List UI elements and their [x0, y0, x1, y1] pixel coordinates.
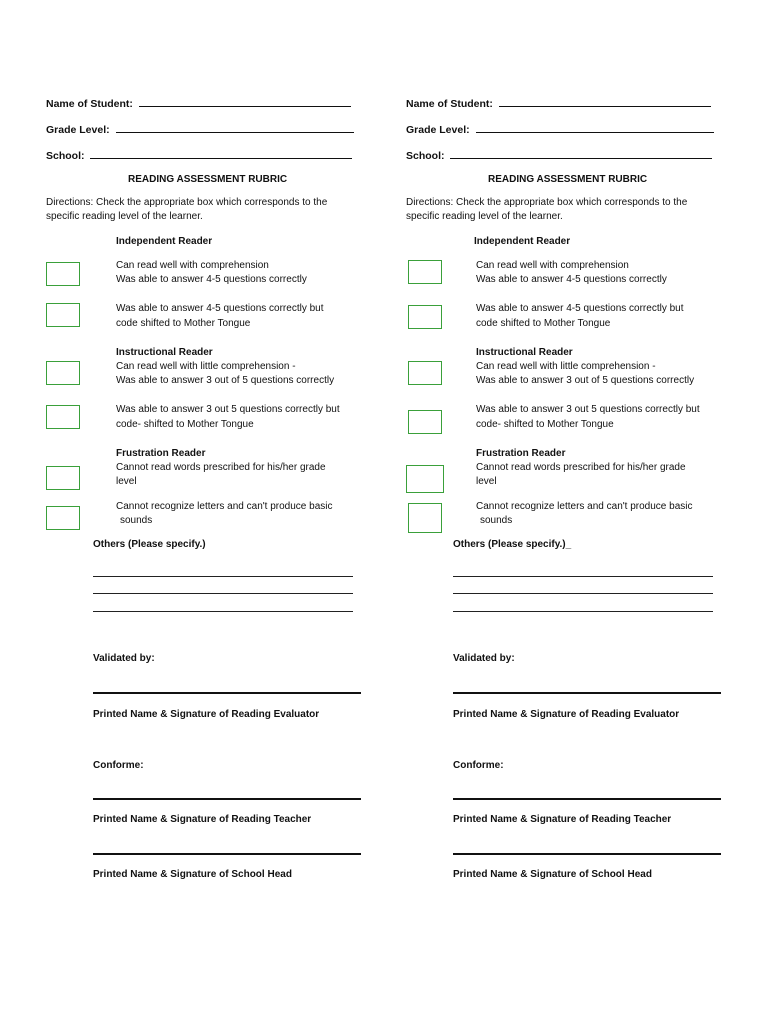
ins-item1-line1: Can read well with little comprehension -: [476, 361, 656, 372]
ind-item1-line2: Was able to answer 4-5 questions correctly: [116, 274, 307, 285]
ins-item2-line2: code- shifted to Mother Tongue: [116, 419, 254, 430]
ins-item1-line2: Was able to answer 3 out of 5 questions correctly: [116, 375, 335, 386]
fru-item2-line1: Cannot recognize letters and can't produce basic: [116, 501, 333, 512]
fru-item2-line2: sounds: [120, 515, 153, 526]
name-of-student-field[interactable]: [499, 96, 711, 107]
independent-reader-heading: Independent Reader: [116, 236, 213, 247]
ins-item2-line2: code- shifted to Mother Tongue: [476, 419, 614, 430]
instructional-reader-heading: Instructional Reader: [476, 347, 573, 358]
instructional-code-shifted-checkbox[interactable]: [408, 410, 442, 434]
ins-item2-line1: Was able to answer 3 out 5 questions correctly but: [116, 404, 340, 415]
teacher-caption: Printed Name & Signature of Reading Teacher: [93, 814, 312, 825]
name-of-student-row: [46, 96, 351, 111]
instructional-code-shifted-checkbox[interactable]: [46, 405, 80, 429]
grade-level-row: [406, 122, 714, 137]
school-head-caption: Printed Name & Signature of School Head: [93, 869, 292, 880]
ind-item2-line1: Was able to answer 4-5 questions correctly but: [116, 303, 324, 314]
school-label: School:: [46, 150, 85, 162]
school-head-signature-line[interactable]: [453, 853, 721, 855]
frustration-reader-heading: Frustration Reader: [476, 448, 566, 459]
directions-line-2: specific reading level of the learner.: [46, 211, 203, 222]
fru-item1-line1: Cannot read words prescribed for his/her grade: [116, 462, 326, 473]
school-label: School:: [406, 150, 445, 162]
ins-item2-line1: Was able to answer 3 out 5 questions correctly but: [476, 404, 700, 415]
name-of-student-field[interactable]: [139, 96, 351, 107]
rubric-form-left: [46, 0, 386, 1024]
school-head-caption: Printed Name & Signature of School Head: [453, 869, 652, 880]
school-row: [406, 148, 712, 163]
name-of-student-label: Name of Student:: [46, 98, 133, 110]
independent-code-shifted-checkbox[interactable]: [408, 305, 442, 329]
others-line-3[interactable]: [453, 611, 713, 612]
instructional-reader-heading: Instructional Reader: [116, 347, 213, 358]
validated-by-label: Validated by:: [453, 653, 515, 664]
frustration-cannot-read-checkbox[interactable]: [406, 465, 444, 493]
others-line-1[interactable]: [93, 576, 353, 577]
independent-comprehension-checkbox[interactable]: [46, 262, 80, 286]
school-head-signature-line[interactable]: [93, 853, 361, 855]
frustration-cannot-recognize-checkbox[interactable]: [408, 503, 442, 533]
validated-by-label: Validated by:: [93, 653, 155, 664]
evaluator-caption: Printed Name & Signature of Reading Evaluator: [93, 709, 320, 720]
instructional-little-comprehension-checkbox[interactable]: [408, 361, 442, 385]
ind-item2-line2: code shifted to Mother Tongue: [116, 318, 251, 329]
conforme-label: Conforme:: [93, 760, 144, 771]
frustration-reader-heading: Frustration Reader: [116, 448, 206, 459]
evaluator-signature-line[interactable]: [453, 692, 721, 694]
evaluator-caption: Printed Name & Signature of Reading Evaluator: [453, 709, 680, 720]
others-line-2[interactable]: [453, 593, 713, 594]
rubric-title: READING ASSESSMENT RUBRIC: [488, 174, 648, 185]
others-line-2[interactable]: [93, 593, 353, 594]
rubric-title: READING ASSESSMENT RUBRIC: [128, 174, 288, 185]
frustration-cannot-recognize-checkbox[interactable]: [46, 506, 80, 530]
grade-level-row: [46, 122, 354, 137]
teacher-signature-line[interactable]: [453, 798, 721, 800]
fru-item2-line2: sounds: [480, 515, 513, 526]
fru-item2-line1: Cannot recognize letters and can't produce basic: [476, 501, 693, 512]
ind-item1-line1: Can read well with comprehension: [476, 260, 629, 271]
others-line-3[interactable]: [93, 611, 353, 612]
ins-item1-line1: Can read well with little comprehension -: [116, 361, 296, 372]
instructional-little-comprehension-checkbox[interactable]: [46, 361, 80, 385]
grade-level-label: Grade Level:: [46, 124, 110, 136]
name-of-student-label: Name of Student:: [406, 98, 493, 110]
directions-line-1: Directions: Check the appropriate box which corresponds to the: [46, 197, 328, 208]
others-line-1[interactable]: [453, 576, 713, 577]
rubric-form-right: [406, 0, 746, 1024]
ind-item1-line2: Was able to answer 4-5 questions correctly: [476, 274, 667, 285]
others-label: Others (Please specify.): [93, 539, 206, 550]
ind-item1-line1: Can read well with comprehension: [116, 260, 269, 271]
name-of-student-row: [406, 96, 711, 111]
frustration-cannot-read-checkbox[interactable]: [46, 466, 80, 490]
directions-line-1: Directions: Check the appropriate box which corresponds to the: [406, 197, 688, 208]
teacher-caption: Printed Name & Signature of Reading Teacher: [453, 814, 672, 825]
ind-item2-line1: Was able to answer 4-5 questions correctly but: [476, 303, 684, 314]
fru-item1-line2: level: [476, 476, 497, 487]
grade-level-label: Grade Level:: [406, 124, 470, 136]
independent-reader-heading: Independent Reader: [474, 236, 571, 247]
others-label: Others (Please specify.)_: [453, 539, 572, 550]
grade-level-field[interactable]: [116, 122, 354, 133]
fru-item1-line2: level: [116, 476, 137, 487]
school-field[interactable]: [90, 148, 352, 159]
independent-comprehension-checkbox[interactable]: [408, 260, 442, 284]
ind-item2-line2: code shifted to Mother Tongue: [476, 318, 611, 329]
fru-item1-line1: Cannot read words prescribed for his/her grade: [476, 462, 686, 473]
evaluator-signature-line[interactable]: [93, 692, 361, 694]
directions-line-2: specific reading level of the learner.: [406, 211, 563, 222]
school-row: [46, 148, 352, 163]
ins-item1-line2: Was able to answer 3 out of 5 questions correctly: [476, 375, 695, 386]
grade-level-field[interactable]: [476, 122, 714, 133]
teacher-signature-line[interactable]: [93, 798, 361, 800]
school-field[interactable]: [450, 148, 712, 159]
independent-code-shifted-checkbox[interactable]: [46, 303, 80, 327]
conforme-label: Conforme:: [453, 760, 504, 771]
